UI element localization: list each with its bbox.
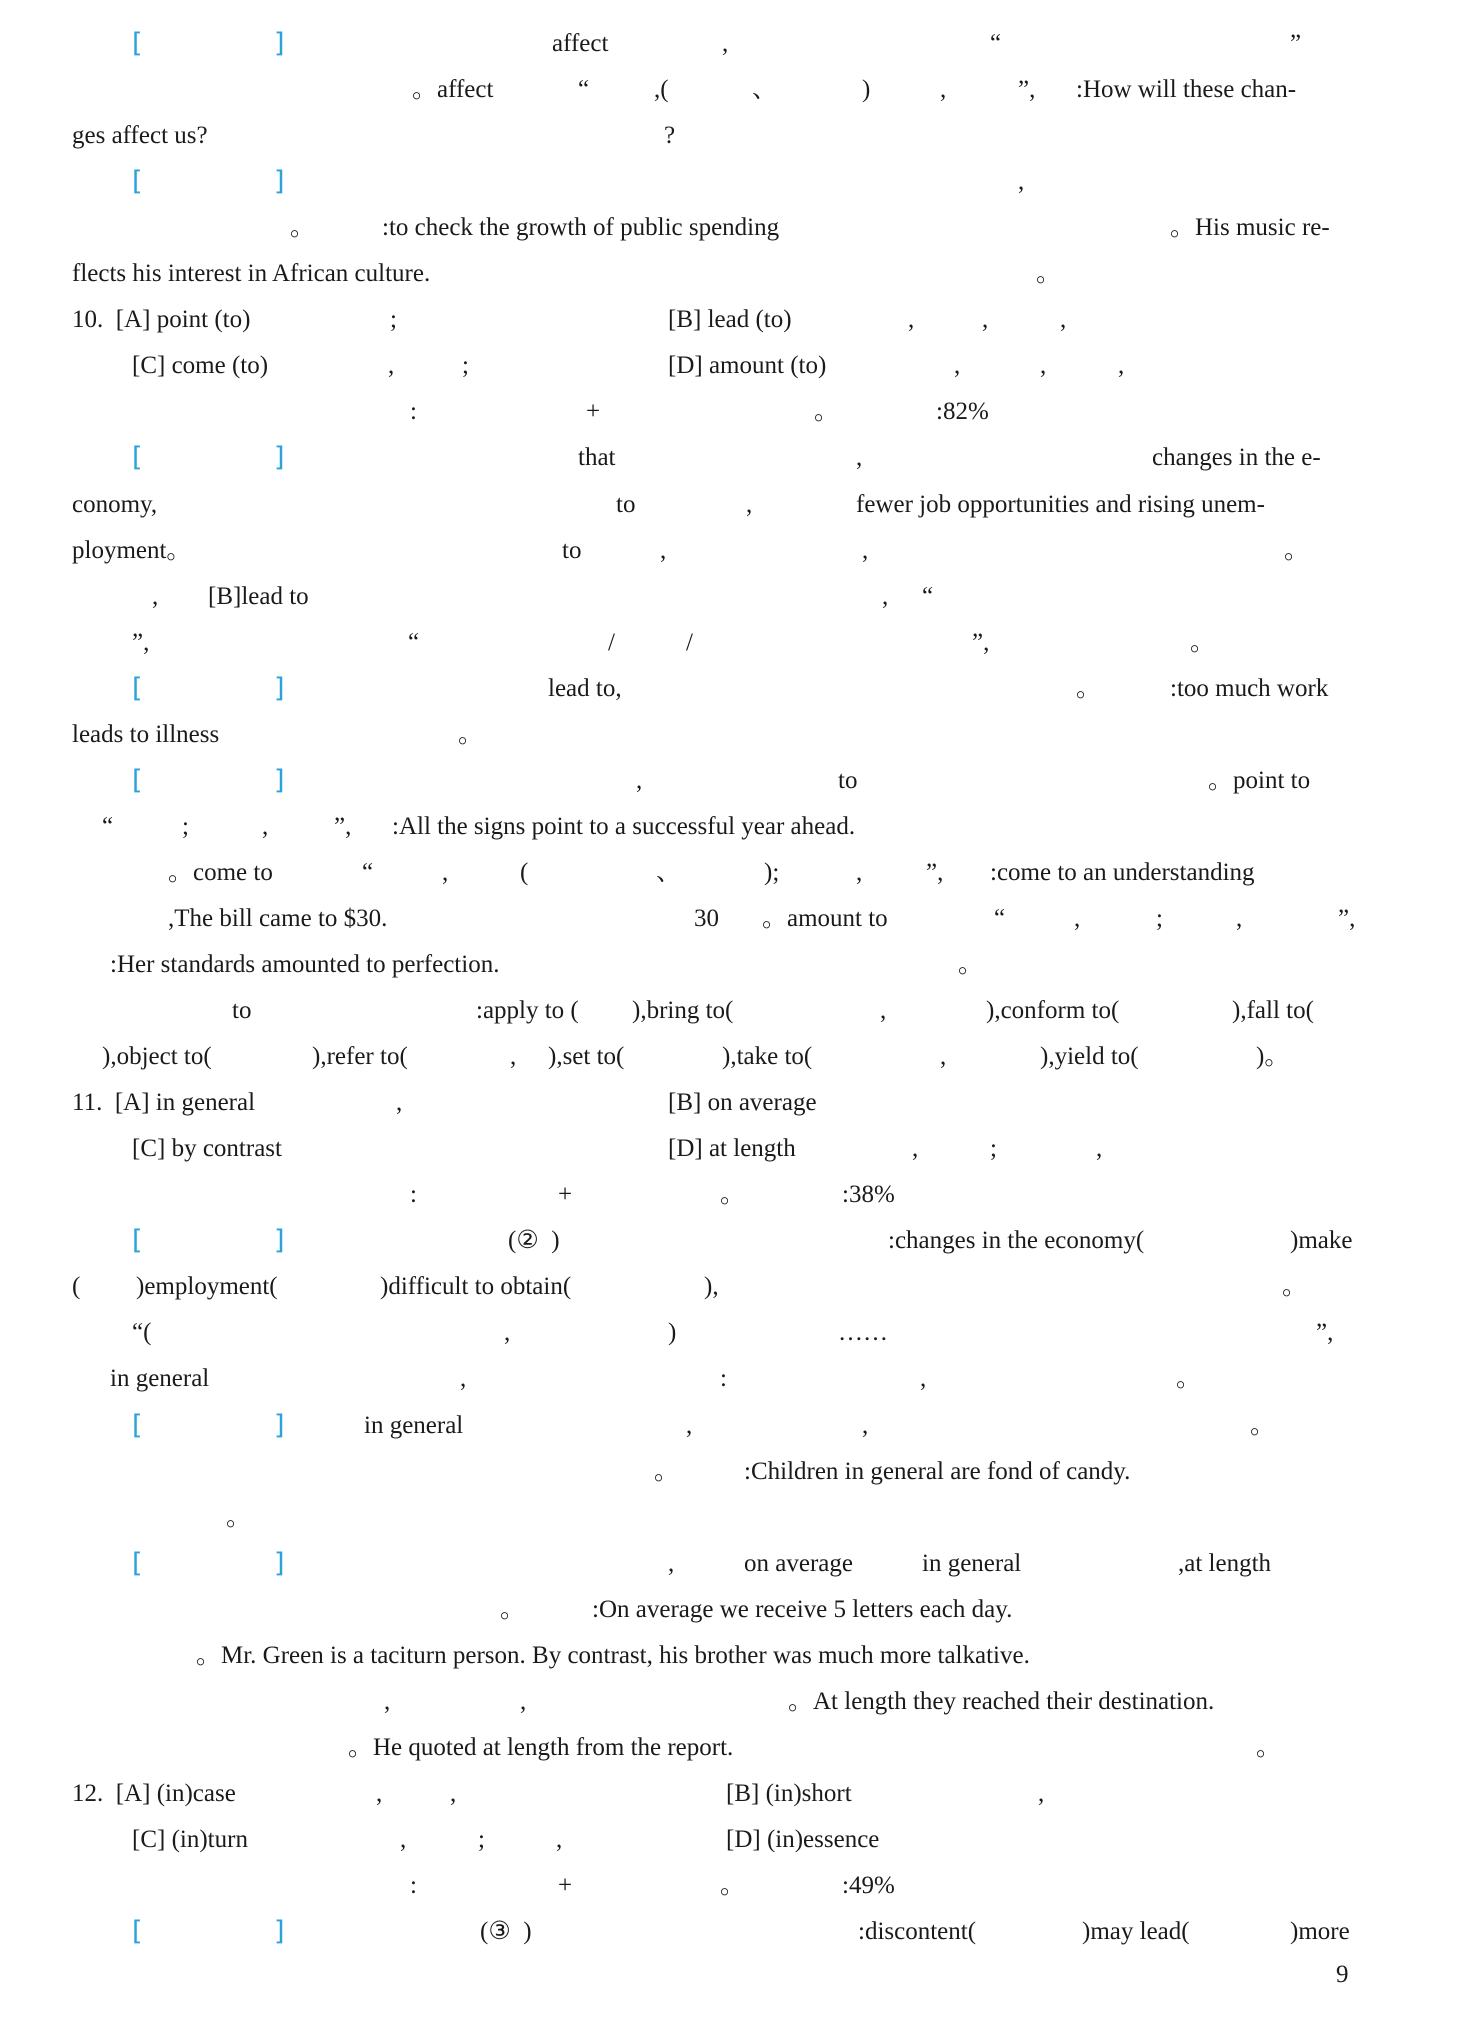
text-segment: , [686, 1412, 693, 1439]
text-segment: :49% [842, 1872, 895, 1899]
text-segment: , [152, 583, 159, 610]
answer-bracket: [ [132, 673, 143, 704]
text-segment: leads to illness [72, 721, 220, 748]
text-segment: 30 [694, 905, 719, 932]
text-segment: 。 [958, 951, 984, 978]
text-segment: [C] by contrast [132, 1135, 282, 1162]
text-segment: , [442, 859, 449, 886]
text-segment: ” [1290, 30, 1302, 57]
text-segment: :On average we receive 5 letters each day. [592, 1596, 1013, 1623]
text-segment: , [384, 1688, 391, 1715]
text-segment: ),set to( [548, 1043, 625, 1070]
text-segment: to [562, 537, 582, 564]
text-segment: 。amount to [762, 905, 888, 932]
text-segment: 。 [1256, 1734, 1282, 1761]
text-segment: “ [102, 813, 114, 840]
text-line [0, 1910, 1457, 1954]
text-segment: ”, [1338, 905, 1356, 932]
text-segment: 。 [290, 214, 316, 241]
text-segment: , [880, 997, 887, 1024]
text-segment: ; [990, 1135, 997, 1162]
text-segment: , [1040, 352, 1047, 379]
text-segment: ; [478, 1826, 485, 1853]
text-segment: , [262, 813, 269, 840]
text-segment: : [720, 1365, 727, 1392]
text-line [0, 1265, 1457, 1309]
text-line [0, 114, 1457, 158]
text-segment: 。 [720, 1181, 746, 1208]
text-segment: in general [364, 1412, 464, 1439]
answer-bracket: ] [274, 765, 285, 796]
text-segment: ), [704, 1273, 719, 1300]
text-segment: 11. [A] in general [72, 1089, 256, 1116]
text-segment: , [940, 76, 947, 103]
text-line [0, 621, 1457, 665]
text-segment: :38% [842, 1181, 895, 1208]
text-segment: , [460, 1365, 467, 1392]
text-line [0, 1311, 1457, 1355]
text-segment: ),object to( [102, 1043, 212, 1070]
text-segment: 。 [1176, 1365, 1202, 1392]
text-line [0, 1864, 1457, 1908]
text-segment: , [1038, 1780, 1045, 1807]
text-segment: [C] (in)turn [132, 1826, 248, 1853]
text-line [0, 1219, 1457, 1263]
text-line [0, 713, 1457, 757]
text-segment: , [556, 1826, 563, 1853]
page-number: 9 [1336, 1961, 1349, 1988]
text-segment: 12. [A] (in)case [72, 1780, 236, 1807]
text-line [0, 529, 1457, 573]
text-line [0, 483, 1457, 527]
text-segment: 。His music re- [1170, 214, 1330, 241]
text-line [0, 759, 1457, 803]
text-segment: , [1074, 905, 1081, 932]
text-segment: ),refer to( [312, 1043, 408, 1070]
text-segment: flects his interest in African culture. [72, 260, 431, 287]
text-segment: : [410, 398, 417, 425]
text-segment: :discontent( [858, 1918, 977, 1945]
text-line [0, 1081, 1457, 1125]
text-segment: + [558, 1872, 573, 1899]
text-segment: :All the signs point to a successful year ahead. [392, 813, 856, 840]
text-segment: 。 [720, 1872, 746, 1899]
text-segment: ,( [654, 76, 669, 103]
text-segment: ,at length [1178, 1550, 1272, 1577]
text-line [0, 1450, 1457, 1494]
text-segment: ployment。 [72, 537, 192, 564]
text-segment: 。 [1190, 629, 1216, 656]
text-segment: ”, [1316, 1319, 1334, 1346]
text-segment: [C] come (to) [132, 352, 269, 379]
text-segment: “ [362, 859, 374, 886]
text-segment: , [376, 1780, 383, 1807]
text-segment: 10. [A] point (to) [72, 306, 251, 333]
text-line [0, 851, 1457, 895]
text-line [0, 1127, 1457, 1171]
answer-bracket: ] [274, 1548, 285, 1579]
text-segment: / [686, 629, 693, 656]
text-segment: )。 [1256, 1043, 1290, 1070]
answer-bracket: ] [274, 1225, 285, 1256]
text-segment: , [388, 352, 395, 379]
answer-bracket: [ [132, 1548, 143, 1579]
text-segment: 。point to [1208, 767, 1311, 794]
text-segment: ; [182, 813, 189, 840]
text-line [0, 575, 1457, 619]
answer-bracket: ] [274, 442, 285, 473]
text-line [0, 897, 1457, 941]
text-segment: , [954, 352, 961, 379]
text-segment: , [920, 1365, 927, 1392]
answer-bracket: ] [274, 166, 285, 197]
text-segment: affect [552, 30, 609, 57]
text-segment: )may lead( [1082, 1918, 1190, 1945]
text-segment: ) [668, 1319, 677, 1346]
text-segment: 。 [1036, 260, 1062, 287]
text-segment: to [616, 491, 636, 518]
text-segment: 。 [500, 1596, 526, 1623]
text-segment: [D] amount (to) [668, 352, 827, 379]
text-line [0, 667, 1457, 711]
answer-bracket: [ [132, 28, 143, 59]
text-segment: )make [1290, 1227, 1353, 1254]
text-segment: , [400, 1826, 407, 1853]
text-segment: :How will these chan- [1076, 76, 1297, 103]
text-segment: on average [744, 1550, 853, 1577]
text-segment: [D] at length [668, 1135, 796, 1162]
text-segment: 。He quoted at length from the report. [348, 1734, 734, 1761]
text-segment: + [586, 398, 601, 425]
answer-bracket: [ [132, 166, 143, 197]
answer-bracket: ] [274, 28, 285, 59]
text-line [0, 1496, 1457, 1540]
text-segment: , [912, 1135, 919, 1162]
text-segment: ”, [334, 813, 352, 840]
text-segment: , [450, 1780, 457, 1807]
text-segment: , [722, 30, 729, 57]
text-segment: , [982, 306, 989, 333]
text-segment: :82% [936, 398, 989, 425]
text-segment: [D] (in)essence [726, 1826, 880, 1853]
text-segment: , [396, 1089, 403, 1116]
text-segment: to [838, 767, 858, 794]
text-segment: 。At length they reached their destination. [788, 1688, 1215, 1715]
text-segment: ges affect us? [72, 122, 208, 149]
text-line [0, 1035, 1457, 1079]
text-line [0, 1588, 1457, 1632]
text-segment: , [908, 306, 915, 333]
text-line [0, 943, 1457, 987]
text-segment: :changes in the economy( [888, 1227, 1145, 1254]
text-line [0, 989, 1457, 1033]
answer-bracket: [ [132, 1916, 143, 1947]
text-segment: that [578, 444, 616, 471]
text-segment: “ [578, 76, 590, 103]
text-segment: ),conform to( [986, 997, 1120, 1024]
text-segment: in general [110, 1365, 210, 1392]
text-segment: , [940, 1043, 947, 1070]
text-segment: )employment( [136, 1273, 278, 1300]
text-segment: + [558, 1181, 573, 1208]
answer-bracket: ] [274, 1916, 285, 1947]
text-line [0, 436, 1457, 480]
text-segment: “ [408, 629, 420, 656]
text-segment: , [882, 583, 889, 610]
text-segment: (② ) [508, 1227, 560, 1254]
text-segment: 。 [1250, 1412, 1276, 1439]
text-line [0, 1772, 1457, 1816]
text-segment: “ [994, 905, 1006, 932]
text-segment: 。affect [412, 76, 494, 103]
text-segment: …… [838, 1319, 888, 1346]
text-segment: ”, [132, 629, 150, 656]
text-segment: , [504, 1319, 511, 1346]
text-segment: ”, [972, 629, 990, 656]
answer-bracket: ] [274, 1410, 285, 1441]
text-segment: )difficult to obtain( [380, 1273, 572, 1300]
text-segment: ; [390, 306, 397, 333]
text-segment: ,The bill came to $30. [168, 905, 388, 932]
answer-bracket: [ [132, 1225, 143, 1256]
text-line [0, 390, 1457, 434]
text-segment: , [862, 537, 869, 564]
text-segment: ),take to( [722, 1043, 813, 1070]
text-segment: 。 [1076, 675, 1102, 702]
text-segment: , [746, 491, 753, 518]
text-segment: ) [862, 76, 871, 103]
text-segment: 。 [654, 1458, 680, 1485]
text-segment: “ [990, 30, 1002, 57]
text-segment: , [510, 1043, 517, 1070]
text-segment: [B] lead (to) [668, 306, 792, 333]
text-segment: :apply to ( [476, 997, 579, 1024]
text-segment: changes in the e- [1152, 444, 1321, 471]
text-line [0, 344, 1457, 388]
text-segment: 。 [458, 721, 484, 748]
text-line [0, 22, 1457, 66]
text-segment: [B] on average [668, 1089, 817, 1116]
text-segment: , [1236, 905, 1243, 932]
text-line [0, 1634, 1457, 1678]
text-line [0, 298, 1457, 342]
answer-bracket: ] [274, 673, 285, 704]
text-line [0, 1404, 1457, 1448]
text-line [0, 68, 1457, 112]
text-segment: , [1018, 168, 1025, 195]
text-segment: :too much work [1170, 675, 1329, 702]
text-segment: ),bring to( [632, 997, 734, 1024]
text-line [0, 1173, 1457, 1217]
text-line [0, 160, 1457, 204]
text-segment: to [232, 997, 252, 1024]
text-line [0, 805, 1457, 849]
answer-bracket: [ [132, 1410, 143, 1441]
text-segment: lead to, [548, 675, 622, 702]
text-segment: ; [1156, 905, 1163, 932]
text-segment: “( [132, 1319, 152, 1346]
text-line [0, 252, 1457, 296]
text-segment: / [608, 629, 615, 656]
text-segment: :come to an understanding [990, 859, 1255, 886]
text-segment: 。come to [168, 859, 273, 886]
text-segment: : [410, 1872, 417, 1899]
text-line [0, 1726, 1457, 1770]
text-segment: “ [922, 583, 934, 610]
text-segment: :Children in general are fond of candy. [744, 1458, 1131, 1485]
text-segment: ( [520, 859, 529, 886]
text-segment: 、 [656, 859, 682, 886]
text-segment: , [856, 444, 863, 471]
answer-bracket: [ [132, 442, 143, 473]
text-segment: , [636, 767, 643, 794]
text-segment: 。 [226, 1504, 252, 1531]
text-segment: : [410, 1181, 417, 1208]
text-segment: 、 [752, 76, 778, 103]
text-segment: )more [1290, 1918, 1350, 1945]
text-segment: in general [922, 1550, 1022, 1577]
text-segment: [B] (in)short [726, 1780, 852, 1807]
answer-bracket: [ [132, 765, 143, 796]
text-segment: ? [664, 122, 676, 149]
text-segment: 。 [814, 398, 840, 425]
text-line [0, 1680, 1457, 1724]
text-segment: [B]lead to [208, 583, 309, 610]
text-segment: , [668, 1550, 675, 1577]
text-segment: , [1096, 1135, 1103, 1162]
text-segment: , [856, 859, 863, 886]
text-line [0, 206, 1457, 250]
text-line [0, 1818, 1457, 1862]
text-line [0, 1542, 1457, 1586]
text-segment: , [862, 1412, 869, 1439]
text-line [0, 1357, 1457, 1401]
text-segment: (③ ) [480, 1918, 532, 1945]
text-segment: , [520, 1688, 527, 1715]
text-segment: :to check the growth of public spending [382, 214, 780, 241]
text-segment: ); [764, 859, 780, 886]
text-segment: fewer job opportunities and rising unem- [856, 491, 1265, 518]
text-segment: ; [462, 352, 469, 379]
text-segment: , [1060, 306, 1067, 333]
text-segment: ),yield to( [1040, 1043, 1139, 1070]
text-segment: , [660, 537, 667, 564]
text-segment: ),fall to( [1232, 997, 1314, 1024]
text-segment: ”, [1018, 76, 1036, 103]
text-segment: conomy, [72, 491, 158, 518]
text-segment: ( [72, 1273, 81, 1300]
text-segment: 。Mr. Green is a taciturn person. By contrast, his brother was much more talkative. [196, 1642, 1030, 1669]
text-segment: ”, [926, 859, 944, 886]
text-segment: :Her standards amounted to perfection. [110, 951, 500, 978]
text-segment: , [1118, 352, 1125, 379]
text-segment: 。 [1284, 537, 1310, 564]
text-segment: 。 [1282, 1273, 1308, 1300]
